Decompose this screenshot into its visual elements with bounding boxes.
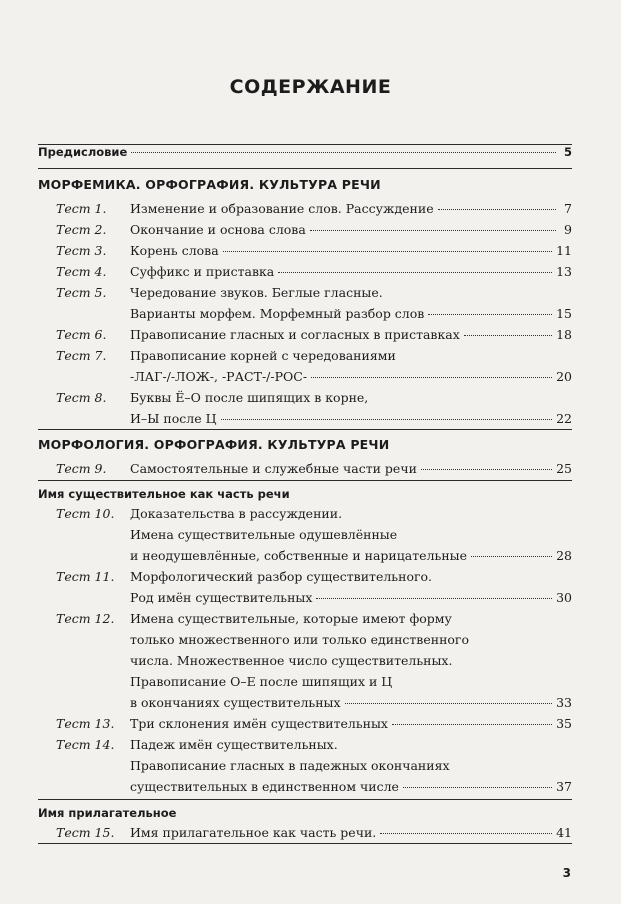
test-label: Тест 1. — [56, 201, 107, 216]
test-label: Тест 9. — [56, 461, 107, 476]
test-label: Тест 14. — [56, 737, 115, 752]
entry-title: Варианты морфем. Морфемный разбор слов — [130, 306, 425, 321]
entry-page: 9 — [564, 222, 572, 237]
entry-title-line: Правописание корней с чередованиями — [130, 348, 396, 363]
dot-leader — [403, 787, 552, 788]
test-label: Тест 10. — [56, 506, 115, 521]
test-label: Тест 8. — [56, 390, 107, 405]
entry-title-line: числа. Множественное число существительных. — [130, 653, 453, 668]
entry-page: 41 — [556, 825, 572, 840]
entry-title: Правописание гласных и согласных в приставках — [130, 327, 460, 342]
toc-entry[interactable] — [130, 306, 572, 321]
test-label: Тест 4. — [56, 264, 107, 279]
section-heading: МОРФЕМИКА. ОРФОГРАФИЯ. КУЛЬТУРА РЕЧИ — [38, 177, 381, 192]
dot-leader — [311, 377, 552, 378]
entry-page: 13 — [556, 264, 572, 279]
dot-leader — [392, 724, 552, 725]
entry-page: 28 — [556, 548, 572, 563]
entry-title-line: Чередование звуков. Беглые гласные. — [130, 285, 383, 300]
entry-title-line: Буквы Ё–О после шипящих в корне, — [130, 390, 369, 405]
divider — [38, 799, 572, 800]
test-label: Тест 7. — [56, 348, 107, 363]
toc-entry[interactable] — [130, 243, 572, 258]
subsection-heading: Имя прилагательное — [38, 806, 177, 820]
entry-title-line: Правописание О–Е после шипящих и Ц — [130, 674, 393, 689]
toc-entry[interactable] — [130, 264, 572, 279]
dot-leader — [310, 230, 556, 231]
divider — [38, 843, 572, 844]
dot-leader — [316, 598, 552, 599]
toc-entry[interactable] — [130, 825, 572, 840]
entry-title: Род имён существительных — [130, 590, 313, 605]
toc-entry[interactable] — [130, 590, 572, 605]
section-heading: МОРФОЛОГИЯ. ОРФОГРАФИЯ. КУЛЬТУРА РЕЧИ — [38, 437, 390, 452]
entry-title-line: Имена существительные одушевлённые — [130, 527, 398, 542]
entry-title-line: Имена существительные, которые имеют форму — [130, 611, 452, 626]
dot-leader — [131, 152, 556, 153]
entry-page: 11 — [556, 243, 572, 258]
entry-page: 20 — [556, 369, 572, 384]
toc-entry-preface[interactable] — [38, 145, 572, 159]
entry-title-line: Правописание гласных в падежных окончаниях — [130, 758, 450, 773]
test-label: Тест 2. — [56, 222, 107, 237]
dot-leader — [421, 469, 552, 470]
divider — [38, 429, 572, 430]
divider — [38, 168, 572, 169]
dot-leader — [428, 314, 552, 315]
dot-leader — [345, 703, 553, 704]
toc-entry[interactable] — [130, 411, 572, 426]
toc-entry[interactable] — [130, 461, 572, 476]
test-label: Тест 12. — [56, 611, 115, 626]
entry-title: Имя прилагательное как часть речи. — [130, 825, 377, 840]
entry-title: в окончаниях существительных — [130, 695, 341, 710]
entry-title-line: Падеж имён существительных. — [130, 737, 338, 752]
entry-title: Суффикс и приставка — [130, 264, 275, 279]
entry-page: 18 — [556, 327, 572, 342]
test-label: Тест 5. — [56, 285, 107, 300]
dot-leader — [471, 556, 552, 557]
entry-page: 25 — [556, 461, 572, 476]
entry-title: И–Ы после Ц — [130, 411, 217, 426]
entry-page: 7 — [564, 201, 572, 216]
dot-leader — [464, 335, 552, 336]
divider — [38, 480, 572, 481]
dot-leader — [380, 833, 552, 834]
entry-page: 5 — [563, 145, 572, 159]
entry-title-line: Доказательства в рассуждении. — [130, 506, 343, 521]
entry-title: Три склонения имён существительных — [130, 716, 388, 731]
subsection-heading: Имя существительное как часть речи — [38, 487, 290, 501]
entry-title: и неодушевлённые, собственные и нарицательные — [130, 548, 467, 563]
dot-leader — [438, 209, 556, 210]
dot-leader — [223, 251, 552, 252]
entry-page: 22 — [556, 411, 572, 426]
page-title: СОДЕРЖАНИЕ — [229, 76, 392, 98]
entry-page: 35 — [556, 716, 572, 731]
entry-title: Изменение и образование слов. Рассуждение — [130, 201, 434, 216]
entry-title: существительных в единственном числе — [130, 779, 399, 794]
toc-entry[interactable] — [130, 201, 572, 216]
entry-title: Окончание и основа слова — [130, 222, 306, 237]
toc-entry[interactable] — [130, 369, 572, 384]
test-label: Тест 6. — [56, 327, 107, 342]
test-label: Тест 3. — [56, 243, 107, 258]
entry-title: Корень слова — [130, 243, 219, 258]
entry-title: Самостоятельные и служебные части речи — [130, 461, 417, 476]
toc-entry[interactable] — [130, 695, 572, 710]
entry-title-line: только множественного или только единственного — [130, 632, 470, 647]
toc-entry[interactable] — [130, 548, 572, 563]
entry-title-line: Морфологический разбор существительного. — [130, 569, 433, 584]
entry-title: Предисловие — [38, 145, 128, 159]
toc-entry[interactable] — [130, 222, 572, 237]
dot-leader — [278, 272, 552, 273]
entry-page: 33 — [556, 695, 572, 710]
toc-entry[interactable] — [130, 327, 572, 342]
entry-page: 30 — [556, 590, 572, 605]
toc-entry[interactable] — [130, 716, 572, 731]
test-label: Тест 15. — [56, 825, 115, 840]
entry-page: 37 — [556, 779, 572, 794]
test-label: Тест 11. — [56, 569, 115, 584]
test-label: Тест 13. — [56, 716, 115, 731]
dot-leader — [221, 419, 553, 420]
toc-entry[interactable] — [130, 779, 572, 794]
entry-title: -ЛАГ-/-ЛОЖ-, -РАСТ-/-РОС- — [130, 369, 308, 384]
page-number: 3 — [562, 866, 571, 880]
entry-page: 15 — [556, 306, 572, 321]
